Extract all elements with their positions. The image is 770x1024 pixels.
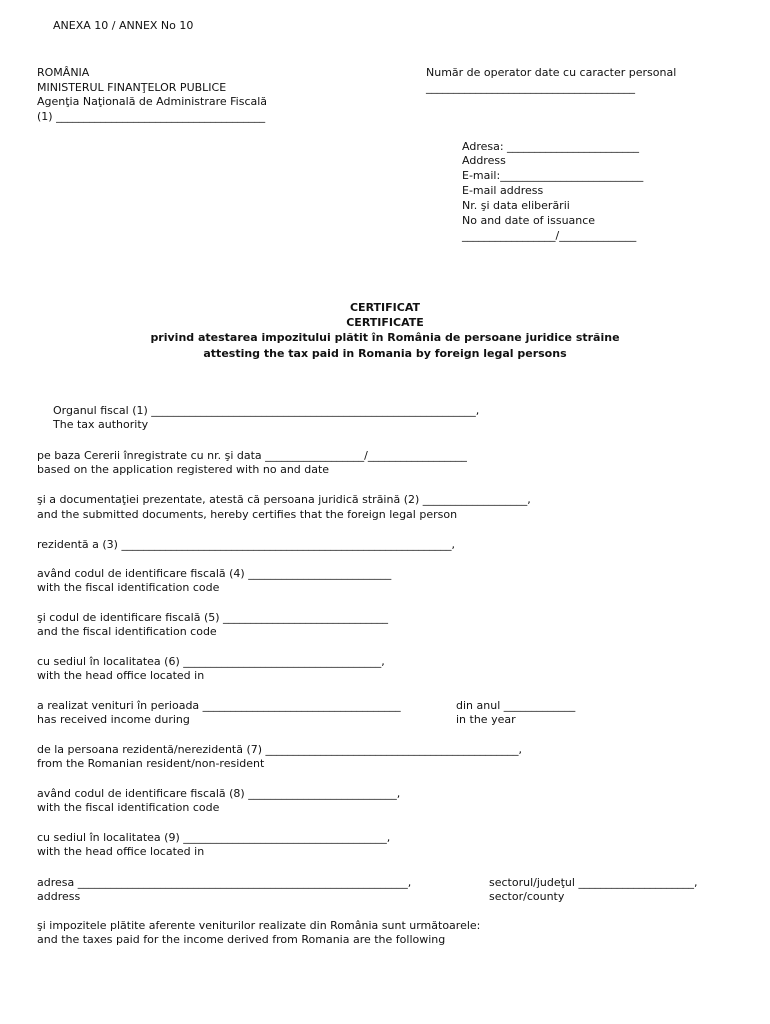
address-line-field[interactable]: adresa ____________________________________________________________,	[37, 876, 412, 889]
subtitle-ro: privind atestarea impozitului plătit în România de persoane juridice străine	[150, 331, 620, 344]
sector-county-label-en: sector/county	[489, 890, 565, 903]
issuance-label-en: No and date of issuance	[462, 214, 596, 227]
fiscal-code-8-field[interactable]: având codul de identificare fiscală (8) ___________________________,	[37, 787, 401, 800]
fiscal-code-4-label-en: with the fiscal identification code	[37, 581, 220, 594]
application-label-en: based on the application registered with no and date	[37, 463, 330, 476]
fiscal-code-8-label-en: with the fiscal identification code	[37, 801, 220, 814]
year-field[interactable]: din anul _____________	[456, 699, 576, 712]
taxes-intro-ro: şi impozitele plătite aferente veniturilor realizate din România sunt următoarele:	[37, 919, 481, 932]
income-period-label-en: has received income during	[37, 713, 190, 726]
head-office-6-field[interactable]: cu sediul în localitatea (6) ____________________________________,	[37, 655, 385, 668]
subtitle-en: attesting the tax paid in Romania by foreign legal persons	[203, 347, 567, 360]
taxes-intro-en: and the taxes paid for the income derived from Romania are the following	[37, 933, 446, 946]
fiscal-code-5-field[interactable]: şi codul de identificare fiscală (5) ______________________________	[37, 611, 389, 624]
address-field[interactable]: Adresa: ________________________	[462, 140, 640, 153]
foreign-person-label-en: and the submitted documents, hereby certifies that the foreign legal person	[37, 508, 458, 521]
address-line-label-en: address	[37, 890, 81, 903]
year-label-en: in the year	[456, 713, 516, 726]
head-office-9-field[interactable]: cu sediul în localitatea (9) _____________________________________,	[37, 831, 391, 844]
foreign-person-field[interactable]: şi a documentaţiei prezentate, atestă că persoana juridică străină (2) ___________________,	[37, 493, 531, 506]
application-field[interactable]: pe baza Cererii înregistrate cu nr. şi data __________________/__________________	[37, 449, 467, 462]
address-label-en: Address	[462, 154, 506, 167]
issuance-field[interactable]: _________________/______________	[462, 229, 637, 242]
tax-authority-field[interactable]: Organul fiscal (1) ___________________________________________________________,	[53, 404, 480, 417]
email-field[interactable]: E-mail:__________________________	[462, 169, 644, 182]
title-ro: CERTIFICAT	[349, 301, 420, 314]
issuance-label-ro: Nr. şi data eliberării	[462, 199, 570, 212]
income-period-field[interactable]: a realizat venituri în perioada ____________________________________	[37, 699, 401, 712]
ministry-name: MINISTERUL FINANŢELOR PUBLICE	[37, 81, 227, 94]
fiscal-code-4-field[interactable]: având codul de identificare fiscală (4) __________________________	[37, 567, 392, 580]
sector-county-field[interactable]: sectorul/judeţul _____________________,	[489, 876, 698, 889]
resident-of-field[interactable]: rezidentă a (3) ____________________________________________________________,	[37, 538, 455, 551]
agency-name: Agenţia Naţională de Administrare Fiscală	[37, 95, 268, 108]
operator-number-field[interactable]: ______________________________________	[426, 81, 635, 94]
fiscal-code-5-label-en: and the fiscal identification code	[37, 625, 217, 638]
issuer-field-1[interactable]: (1) ______________________________________	[37, 110, 266, 123]
annex-label: ANEXA 10 / ANNEX No 10	[53, 19, 194, 32]
operator-number-label: Număr de operator date cu caracter personal	[426, 66, 677, 79]
head-office-9-label-en: with the head office located in	[37, 845, 205, 858]
email-label-en: E-mail address	[462, 184, 544, 197]
head-office-6-label-en: with the head office located in	[37, 669, 205, 682]
title-en: CERTIFICATE	[346, 316, 424, 329]
payer-field[interactable]: de la persoana rezidentă/nerezidentă (7) ______________________________________________,	[37, 743, 523, 756]
country-name: ROMÂNIA	[37, 66, 90, 79]
payer-label-en: from the Romanian resident/non-resident	[37, 757, 265, 770]
tax-authority-label-en: The tax authority	[53, 418, 149, 431]
